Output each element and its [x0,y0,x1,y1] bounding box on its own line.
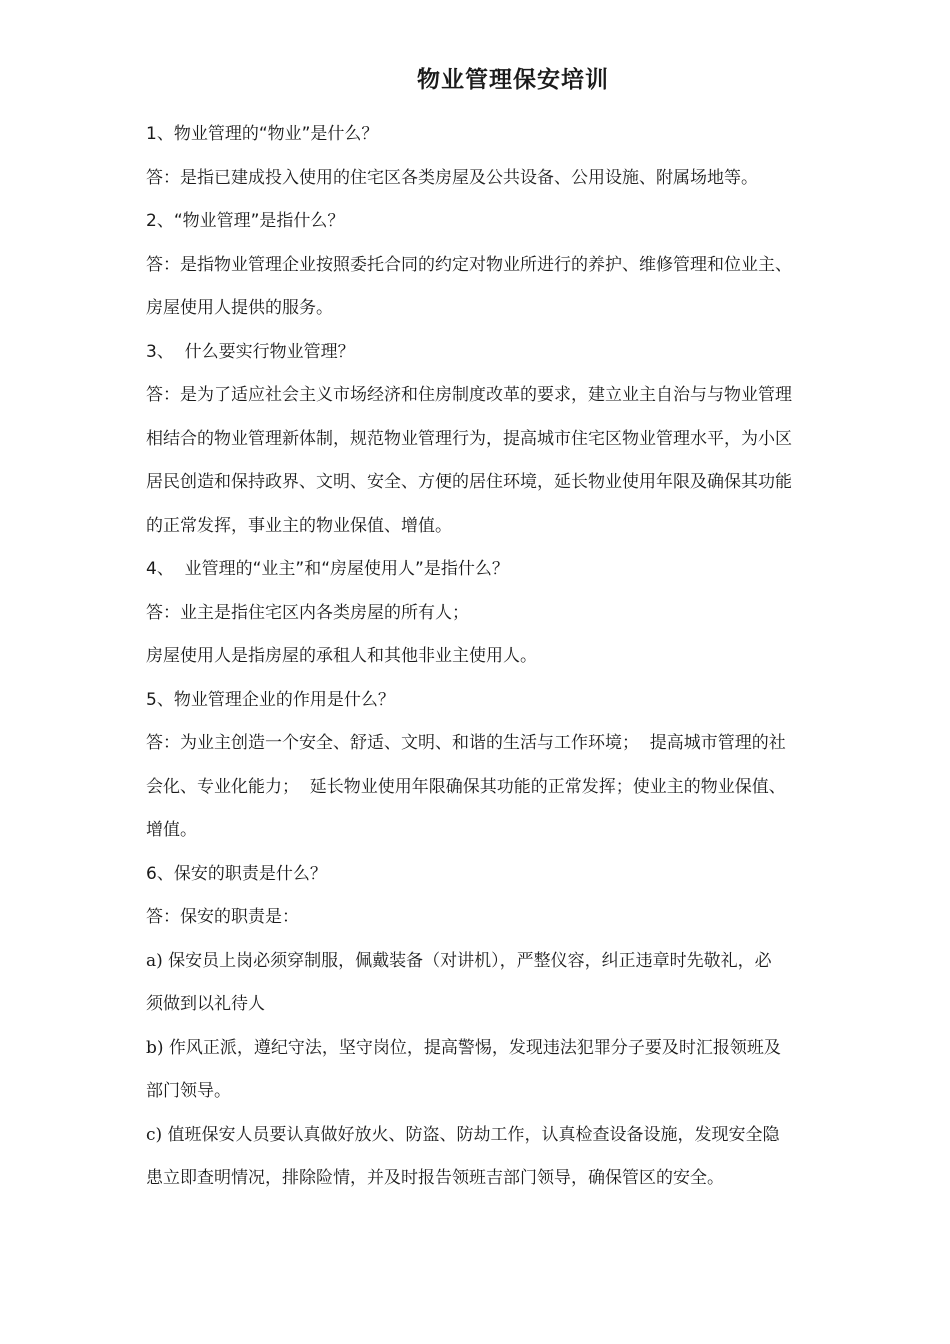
answer-5-line-1: 答：为业主创造一个安全、舒适、文明、和谐的生活与工作环境； 提高城市管理的社 [146,733,786,753]
answer-5-line-2: 会化、专业化能力； 延长物业使用年限确保其功能的正常发挥；使业主的物业保值、 [146,776,786,797]
document-title: 物业管理保安培训 [417,67,609,93]
answer-2-line-2: 房屋使用人提供的服务。 [146,298,333,318]
question-3: 3、 什么要实行物业管理？ [146,341,355,362]
question-6: 6、保安的职责是什么？ [146,863,327,884]
document-page [146,58,876,1201]
answer-3-line-4: 的正常发挥，事业主的物业保值、增值。 [146,515,452,536]
duty-b-line-1: b) 作风正派，遵纪守法，坚守岗位，提高警惕，发现违法犯罪分子要及时汇报领班及 [146,1037,781,1058]
answer-6-intro: 答：保安的职责是： [146,907,299,927]
duty-a-line-2: 须做到以礼待人 [146,994,265,1014]
answer-3-line-3: 居民创造和保持政界、文明、安全、方便的居住环境，延长物业使用年限及确保其功能 [146,472,792,492]
question-1: 1、物业管理的“物业”是什么？ [146,124,379,144]
question-4: 4、 业管理的“业主”和“房屋使用人”是指什么？ [146,559,509,579]
answer-3-line-2: 相结合的物业管理新体制，规范物业管理行为，提高城市住宅区物业管理水平，为小区 [146,428,792,449]
answer-3-line-1: 答：是为了适应社会主义市场经济和住房制度改革的要求，建立业主自治与与物业管理 [146,385,792,405]
question-2: 2、“物业管理”是指什么？ [146,211,345,231]
answer-2-line-1: 答：是指物业管理企业按照委托合同的约定对物业所进行的养护、维修管理和位业主、 [146,254,792,275]
duty-a-line-1: a) 保安员上岗必须穿制服，佩戴装备（对讲机），严整仪容，纠正违章时先敬礼，必 [146,950,772,971]
answer-4-line-1: 答：业主是指住宅区内各类房屋的所有人； [146,602,469,623]
question-5: 5、物业管理企业的作用是什么？ [146,689,395,710]
answer-5-line-3: 增值。 [146,820,197,840]
duty-b-line-2: 部门领导。 [146,1081,231,1101]
duty-c-line-2: 患立即查明情况，排除险情，并及时报告领班吉部门领导，确保管区的安全。 [146,1168,724,1188]
answer-1-line-1: 答：是指已建成投入使用的住宅区各类房屋及公共设备、公用设施、附属场地等。 [146,167,758,188]
answer-4-line-2: 房屋使用人是指房屋的承租人和其他非业主使用人。 [146,646,537,666]
duty-c-line-1: c) 值班保安人员要认真做好放火、防盗、防劫工作，认真检查设备设施，发现安全隐 [146,1124,780,1145]
